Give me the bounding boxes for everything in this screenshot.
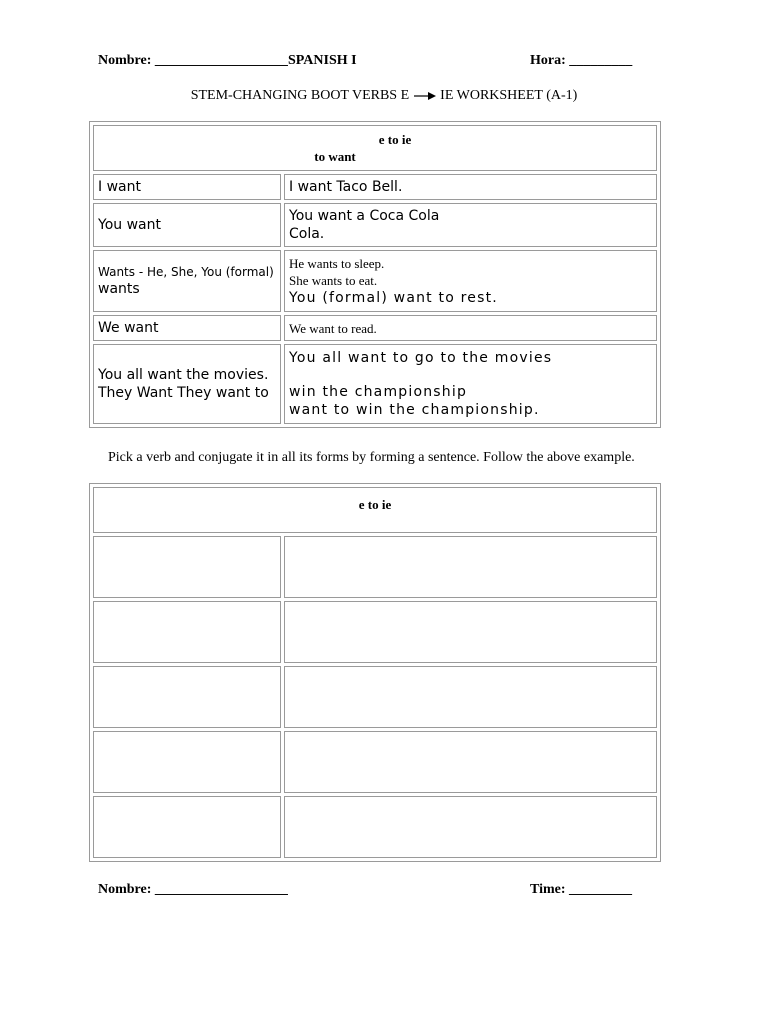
table-cell: We want to read. — [284, 315, 657, 341]
blank-cell[interactable] — [284, 601, 657, 663]
practice-table-header: e to ie — [93, 487, 657, 533]
worksheet-title — [0, 88, 768, 104]
header-verb-meaning: to want — [314, 149, 356, 164]
footer-time-label: Time: _________ — [530, 882, 633, 897]
table-row — [93, 796, 657, 858]
table-row — [93, 250, 657, 312]
table-cell: You want a Coca Cola Cola. — [284, 203, 657, 247]
title-left: STEM-CHANGING BOOT VERBS E — [190, 88, 410, 103]
example-table — [89, 121, 661, 428]
header-verb-type: e to ie — [378, 132, 412, 147]
table-cell: You want — [93, 203, 281, 247]
blank-cell[interactable] — [93, 731, 281, 793]
footer-name-label: Nombre: ___________________ — [98, 882, 288, 897]
table-row — [93, 174, 657, 200]
title-right: IE WORKSHEET (A-1) — [440, 88, 578, 103]
table-cell: I want Taco Bell. — [284, 174, 657, 200]
blank-cell[interactable] — [93, 601, 281, 663]
table-row — [93, 315, 657, 341]
table-cell: You all want to go to the movies win the championship want to win the championship. — [284, 344, 657, 424]
table-cell: I want — [93, 174, 281, 200]
example-table-header — [93, 125, 657, 171]
table-row — [93, 666, 657, 728]
table-row — [93, 731, 657, 793]
table-cell: He wants to sleep. She wants to eat. You (formal) want to rest. — [284, 250, 657, 312]
instructions: Pick a verb and conjugate it in all its forms by forming a sentence. Follow the above example. — [108, 450, 635, 465]
blank-cell[interactable] — [284, 666, 657, 728]
table-cell: You all want the movies. They Want They want to — [93, 344, 281, 424]
blank-cell[interactable] — [284, 536, 657, 598]
table-row — [93, 344, 657, 424]
table-cell: Wants - He, She, You (formal) wants — [93, 250, 281, 312]
table-cell: We want — [93, 315, 281, 341]
practice-table — [89, 483, 661, 862]
blank-cell[interactable] — [284, 796, 657, 858]
name-field-label: Nombre: ___________________ — [98, 53, 288, 68]
arrow-right-icon — [413, 91, 437, 101]
blank-cell[interactable] — [93, 666, 281, 728]
blank-cell[interactable] — [93, 796, 281, 858]
table-row — [93, 601, 657, 663]
blank-cell[interactable] — [93, 536, 281, 598]
table-row — [93, 536, 657, 598]
hour-field-label: Hora: _________ — [530, 53, 633, 68]
table-row — [93, 203, 657, 247]
course-title: SPANISH I — [288, 53, 357, 68]
blank-cell[interactable] — [284, 731, 657, 793]
